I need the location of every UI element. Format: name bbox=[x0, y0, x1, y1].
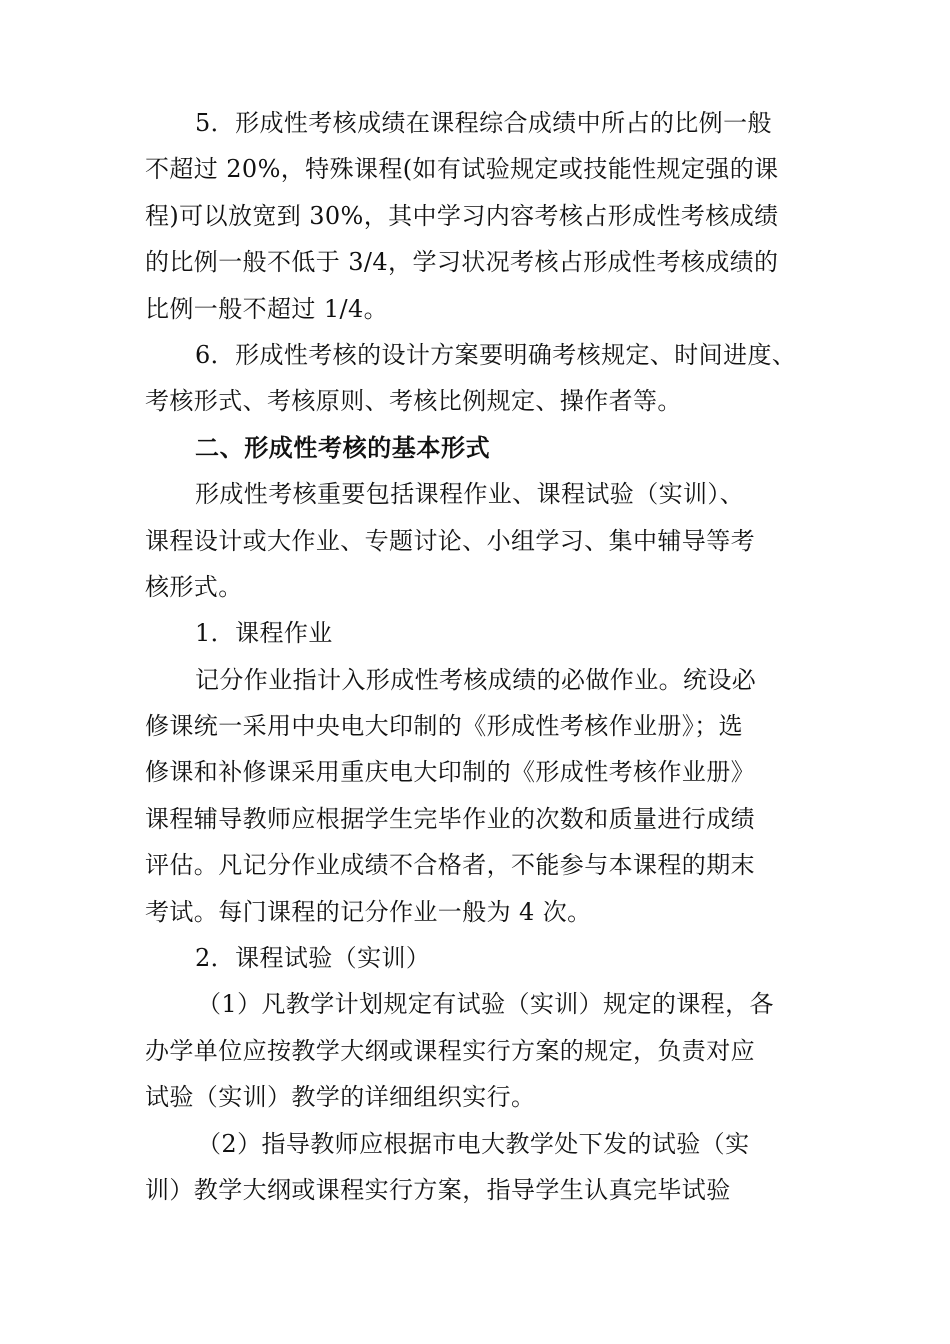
paragraph-line: 办学单位应按教学大纲或课程实行方案的规定，负责对应 bbox=[145, 1036, 755, 1065]
paragraph-line: 修课统一采用中央电大印制的《形成性考核作业册》；选 bbox=[145, 712, 743, 741]
paragraph-line: 评估。凡记分作业成绩不合格者，不能参与本课程的期末 bbox=[145, 851, 755, 880]
subsection-heading: 1．课程作业 bbox=[195, 619, 333, 648]
paragraph-line: 记分作业指计入形成性考核成绩的必做作业。统设必 bbox=[195, 665, 757, 694]
section-heading: 二、形成性考核的基本形式 bbox=[195, 433, 491, 462]
paragraph-line: 不超过 20%，特殊课程(如有试验规定或技能性规定强的课 bbox=[145, 155, 779, 184]
paragraph-line: 程)可以放宽到 30%，其中学习内容考核占形成性考核成绩 bbox=[145, 201, 779, 230]
paragraph-line: 课程设计或大作业、专题讨论、小组学习、集中辅导等考 bbox=[145, 526, 755, 555]
paragraph-line: 形成性考核重要包括课程作业、课程试验（实训）、 bbox=[195, 480, 745, 509]
paragraph-line: （2）指导教师应根据市电大教学处下发的试验（实 bbox=[197, 1129, 750, 1158]
paragraph-line: 试验（实训）教学的详细组织实行。 bbox=[145, 1083, 536, 1112]
paragraph-line: 6．形成性考核的设计方案要明确考核规定、时间进度、 bbox=[195, 340, 797, 369]
paragraph-line: 修课和补修课采用重庆电大印制的《形成性考核作业册》 bbox=[145, 758, 755, 787]
paragraph-line: 课程辅导教师应根据学生完毕作业的次数和质量进行成绩 bbox=[145, 804, 755, 833]
paragraph-line: 的比例一般不低于 3/4，学习状况考核占形成性考核成绩的 bbox=[145, 248, 779, 277]
paragraph-line: 5．形成性考核成绩在课程综合成绩中所占的比例一般 bbox=[195, 109, 772, 137]
subsection-heading: 2．课程试验（实训） bbox=[195, 944, 431, 973]
paragraph-line: （1）凡教学计划规定有试验（实训）规定的课程，各 bbox=[197, 990, 774, 1019]
paragraph-line: 核形式。 bbox=[145, 572, 243, 601]
paragraph-line: 训）教学大纲或课程实行方案，指导学生认真完毕试验 bbox=[145, 1175, 731, 1204]
paragraph-line: 考试。每门课程的记分作业一般为 4 次。 bbox=[145, 897, 592, 926]
paragraph-line: 比例一般不超过 1/4。 bbox=[145, 294, 389, 323]
document-page bbox=[145, 100, 810, 1213]
paragraph-line: 考核形式、考核原则、考核比例规定、操作者等。 bbox=[145, 387, 682, 416]
